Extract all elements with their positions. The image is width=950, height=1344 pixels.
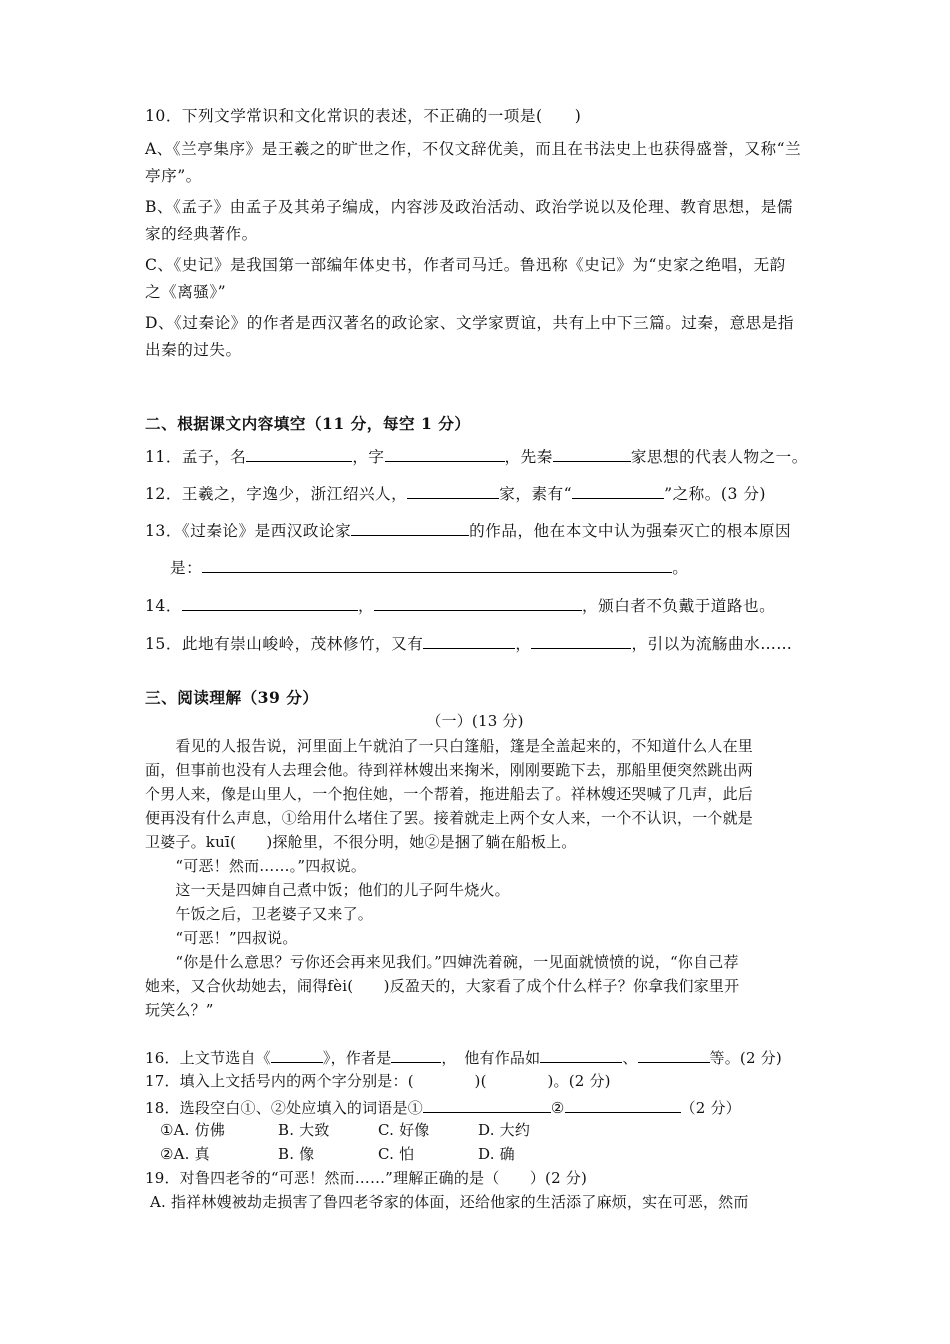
section-3-title: 三、阅读理解（39 分）: [145, 688, 319, 707]
passage-subtitle: （一）(13 分): [426, 712, 524, 730]
q18-blank-1[interactable]: [423, 1095, 551, 1113]
q11: [145, 444, 808, 467]
q10-option-c-line1: C、《史记》是我国第一部编年体史书，作者司马迁。鲁迅称《史记》为“史家之绝唱，无韵: [145, 256, 786, 274]
q11-blank-name[interactable]: [246, 444, 352, 462]
q11-text-1: 11．孟子，名: [145, 448, 247, 466]
q13-text-4: 。: [672, 559, 689, 577]
q17: 17．填入上文括号内的两个字分别是：( )( )。(2 分): [145, 1072, 611, 1090]
q14: [145, 593, 775, 616]
q19-option-a[interactable]: A. 指祥林嫂被劫走损害了鲁四老爷家的体面，还给他家的生活添了麻烦，实在可恶，然而: [150, 1193, 749, 1211]
passage-line: “可恶！然而……。”四叔说。: [145, 857, 367, 875]
q10-option-d-line2: 出秦的过失。: [145, 341, 242, 359]
q11-text-4: 家思想的代表人物之一。: [630, 448, 808, 466]
q12-blank-2[interactable]: [572, 481, 664, 499]
q14-blank-2[interactable]: [374, 593, 582, 611]
q18-option-2a[interactable]: ②A. 真: [160, 1145, 210, 1163]
q18-option-1c[interactable]: C. 好像: [378, 1121, 430, 1139]
passage-line: 便再没有什么声息，①给用什么堵住了罢。接着就走上两个女人来，一个不认识，一个就是: [145, 809, 754, 827]
q14-text-2: ，: [357, 597, 375, 615]
q12-blank-1[interactable]: [407, 481, 499, 499]
q19: 19．对鲁四老爷的“可恶！然而……”理解正确的是（ ）(2 分): [145, 1169, 588, 1187]
passage-line: 午饭之后，卫老婆子又来了。: [145, 905, 374, 923]
q18-option-1a[interactable]: ①A. 仿佛: [160, 1121, 226, 1139]
q15: [145, 631, 792, 654]
q13-blank-reason[interactable]: [202, 555, 672, 573]
q10-option-a-line2: 亭序”。: [145, 167, 202, 185]
passage-line: “你是什么意思？亏你还会再来见我们。”四婶洗着碗，一见面就愤愤的说，“你自己荐: [145, 953, 739, 971]
passage-line: 卫婆子。kuī( )探舱里，不很分明，她②是捆了躺在船板上。: [145, 833, 577, 851]
q15-blank-2[interactable]: [531, 631, 631, 649]
q16-text-4: 、: [622, 1049, 638, 1067]
q18: [145, 1095, 741, 1118]
q16-text-5: 等。(2 分): [709, 1049, 782, 1067]
q16: [145, 1045, 782, 1068]
passage-line: 看见的人报告说，河里面上午就泊了一只白篷船，篷是全盖起来的，不知道什么人在里: [145, 737, 754, 755]
q16-text-3: ， 他有作品如: [441, 1049, 541, 1067]
q12: [145, 481, 766, 504]
q16-text-1: 16．上文节选自《: [145, 1049, 271, 1067]
q11-blank-courtesy-name[interactable]: [385, 444, 505, 462]
q11-blank-school[interactable]: [553, 444, 631, 462]
q16-blank-title[interactable]: [271, 1045, 323, 1063]
q10-option-b-line2: 家的经典著作。: [145, 225, 258, 243]
q18-text-3: （2 分）: [680, 1099, 741, 1117]
q13-line1: [145, 518, 791, 541]
q11-text-2: ，字: [352, 448, 385, 466]
q16-blank-author[interactable]: [391, 1045, 441, 1063]
q18-option-2b[interactable]: B. 像: [278, 1145, 315, 1163]
q13-text-2: 的作品，他在本文中认为强秦灭亡的根本原因: [469, 522, 792, 540]
q15-blank-1[interactable]: [423, 631, 515, 649]
passage-line: 这一天是四婶自己煮中饭；他们的儿子阿牛烧火。: [145, 881, 510, 899]
q12-text-3: ”之称。(3 分): [664, 485, 767, 503]
q15-text-1: 15．此地有崇山峻岭，茂林修竹，又有: [145, 635, 424, 653]
q18-option-2d[interactable]: D. 确: [478, 1145, 515, 1163]
q13-text-3: 是：: [170, 559, 203, 577]
passage-line: 面，但事前也没有人去理会他。待到祥林嫂出来掬米，刚刚要跪下去，那船里便突然跳出两: [145, 761, 754, 779]
passage-line: 个男人来，像是山里人，一个抱住她，一个帮着，拖进船去了。祥林嫂还哭喊了几声，此后: [145, 785, 754, 803]
q18-option-1d[interactable]: D. 大约: [478, 1121, 531, 1139]
q15-text-2: ，: [515, 635, 532, 653]
q13-blank-author[interactable]: [351, 518, 469, 536]
passage-line: “可恶！”四叔说。: [145, 929, 298, 947]
q16-text-2: 》，作者是: [322, 1049, 392, 1067]
q10-option-b-line1: B、《孟子》由孟子及其弟子编成，内容涉及政治活动、政治学说以及伦理、教育思想，是儒: [145, 198, 793, 216]
q18-blank-2[interactable]: [565, 1095, 681, 1113]
q11-text-3: ，先秦: [504, 448, 553, 466]
q13-text-1: 13．《过秦论》是西汉政论家: [145, 522, 352, 540]
passage-line: 玩笑么？”: [145, 1001, 214, 1019]
q14-text-3: ，颁白者不负戴于道路也。: [582, 597, 776, 615]
q12-text-2: 家，素有“: [499, 485, 573, 503]
q18-text-1: 18．选段空白①、②处应填入的词语是①: [145, 1099, 423, 1117]
q16-blank-work-2[interactable]: [638, 1045, 710, 1063]
q10-option-c-line2: 之《离骚》”: [145, 283, 227, 301]
q18-option-2c[interactable]: C. 怕: [378, 1145, 415, 1163]
q15-text-3: ，引以为流觞曲水……: [631, 635, 793, 653]
passage-line: 她来，又合伙劫她去，闹得fèi( )反盈天的，大家看了成个什么样子？你拿我们家里开: [145, 977, 740, 995]
q10-option-d-line1: D、《过秦论》的作者是西汉著名的政论家、文学家贾谊，共有上中下三篇。过秦，意思是指: [145, 314, 794, 332]
q14-blank-1[interactable]: [182, 593, 358, 611]
section-2-title: 二、根据课文内容填空（11 分，每空 1 分）: [145, 414, 471, 433]
q16-blank-work-1[interactable]: [540, 1045, 622, 1063]
q18-text-2: ②: [550, 1099, 565, 1117]
q13-line2: [170, 555, 688, 578]
q14-text-1: 14．: [145, 597, 182, 615]
q10-stem: 10．下列文学常识和文化常识的表述，不正确的一项是( ): [145, 107, 582, 125]
q10-option-a-line1: A、《兰亭集序》是王羲之的旷世之作，不仅文辞优美，而且在书法史上也获得盛誉，又称“兰: [145, 140, 802, 158]
q18-option-1b[interactable]: B. 大致: [278, 1121, 330, 1139]
q12-text-1: 12．王羲之，字逸少，浙江绍兴人，: [145, 485, 408, 503]
